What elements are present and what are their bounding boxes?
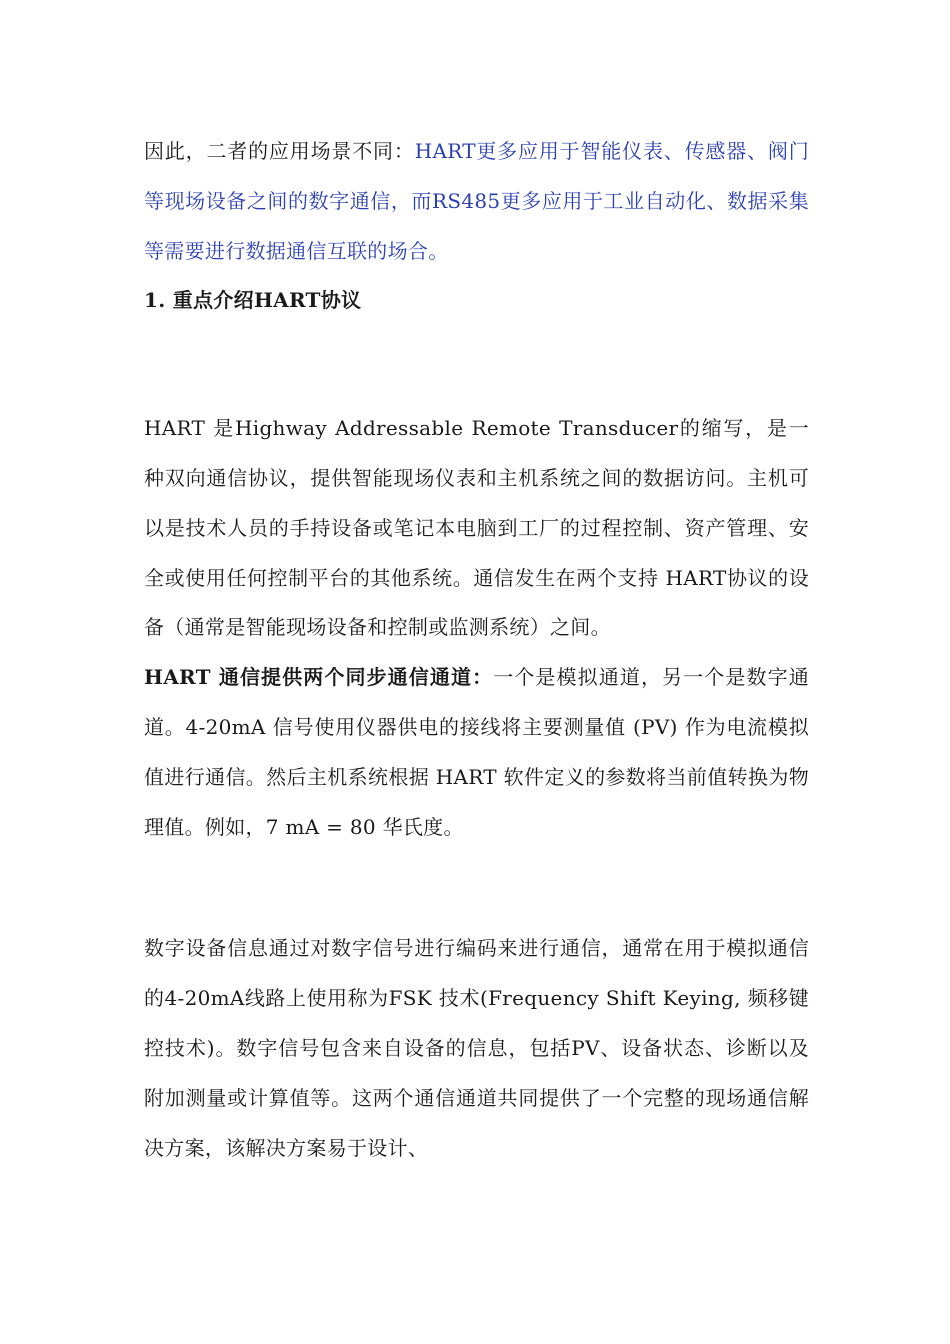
paragraph-hart-channels [144,653,809,852]
paragraph-application-scenarios [144,127,809,276]
channels-lead-text: HART 通信提供两个同步通信通道： [144,665,494,690]
scenario-highlight-text: HART更多应用于智能仪表、传感器、阀门等现场设备之间的数字通信，而RS485更多应用于工业自动化、数据采集等需要进行数据通信互联的场合。 [144,139,809,263]
channels-body-text: 一个是模拟通道，另一个是数字通道。4-20mA 信号使用仪器供电的接线将主要测量值 (PV) 作为电流模拟值进行通信。然后主机系统根据 HART 软件定义的参数将当前值转换为物理值。例如，7 mA = 80 华氏度。 [144,665,809,839]
paragraph-hart-definition: HART 是Highway Addressable Remote Transducer的缩写，是一种双向通信协议，提供智能现场仪表和主机系统之间的数据访问。主机可以是技术人员的手持设备或笔记本电脑到工厂的过程控制、资产管理、安全或使用任何控制平台的其他系统。通信发生在两个支持 HART协议的设备（通常是智能现场设备和控制或监测系统）之间。 [144,416,809,640]
document-page [144,127,809,1173]
spacer [144,852,809,924]
section-heading-hart: 1. 重点介绍HART协议 [144,288,362,313]
paragraph-digital-communication: 数字设备信息通过对数字信号进行编码来进行通信，通常在用于模拟通信的4-20mA线路上使用称为FSK 技术(Frequency Shift Keying, 频移键控技术)。数字信号包含来自设备的信息，包括PV、设备状态、诊断以及附加测量或计算值等。这两个通信通道共同提供了一个完整的现场通信解决方案，该解决方案易于设计、 [144,936,809,1160]
scenario-intro-text: 因此，二者的应用场景不同： [144,139,415,163]
spacer [144,326,809,404]
